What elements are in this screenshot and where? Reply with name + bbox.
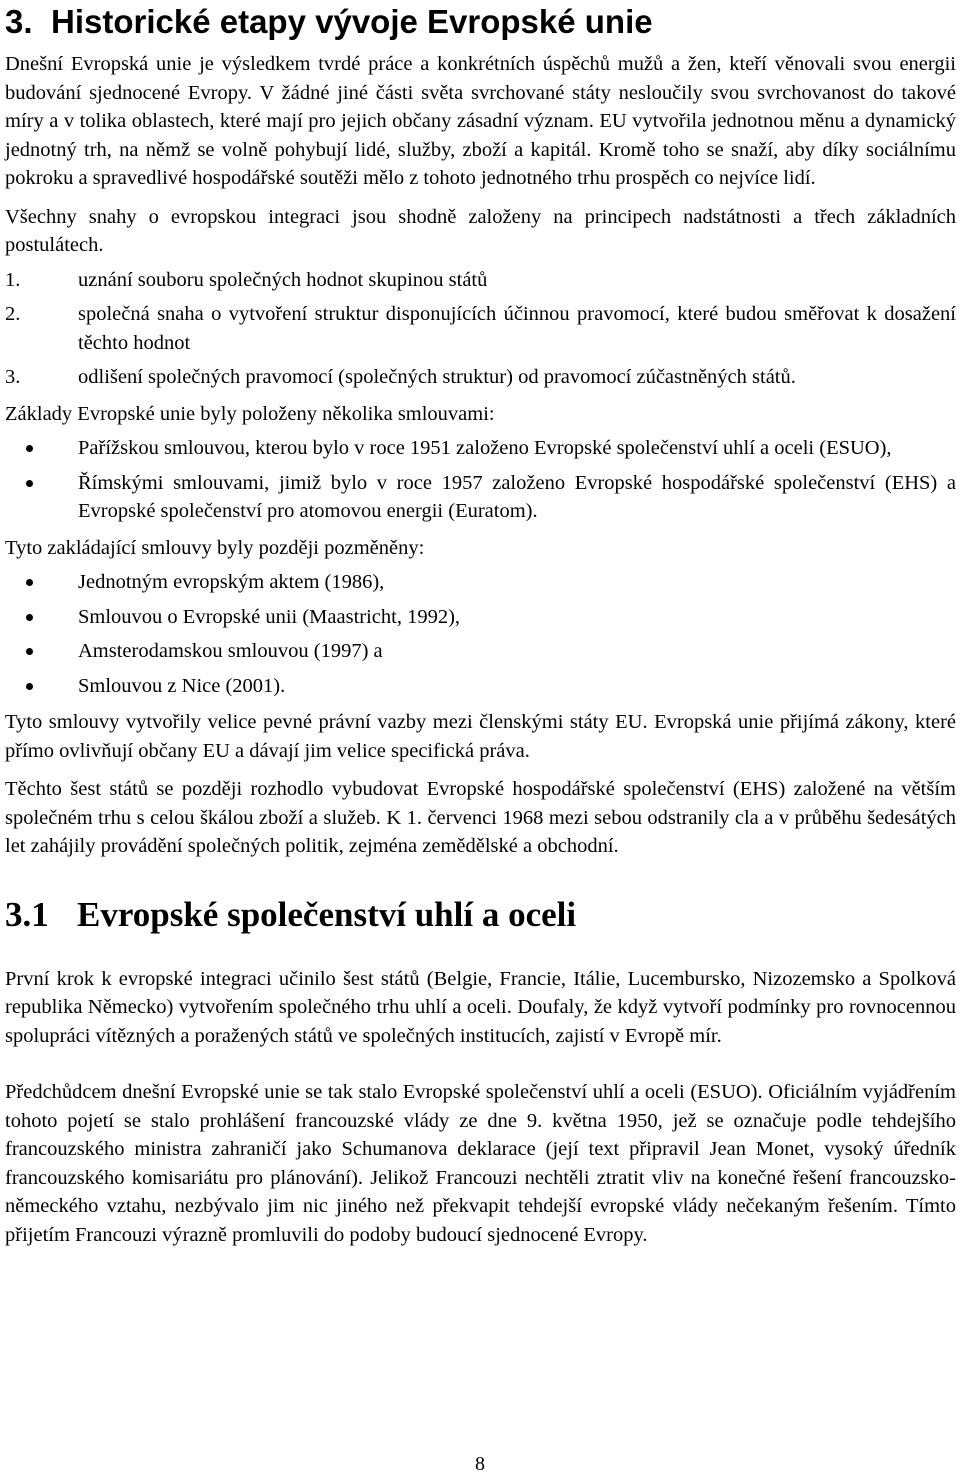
- list-item: [5, 266, 956, 295]
- bullet-icon: [26, 648, 33, 655]
- section-heading: [5, 893, 956, 937]
- list-marker: 1.: [5, 268, 21, 291]
- esuo-first-step-paragraph: První krok k evropské integraci učinilo šest států (Belgie, Francie, Itálie, Lucembursko, Nizozemsko a Spolková republika Německo) vytvořením společného trhu uhlí a oceli. Doufaly, že když vytvoří podmínky pro rovnocennou spolupráci vítězných a poražených států ve společných institucích, zajistí v Evropě mír.: [5, 967, 956, 1047]
- treaties-list: [5, 434, 956, 526]
- schuman-declaration-paragraph: Předchůdcem dnešní Evropské unie se tak stalo Evropské společenství uhlí a oceli (ESUO). Oficiálním vyjádřením tohoto pojetí se stalo prohlášení francouzské vlády ze dne 9. května 1950, jež se označuje podle tehdejšího francouzského ministra zahraničí jako Schumanova deklarace (její text připravil Jean Monet, vysoký úředník francouzského komisariátu pro plánování). Jelikož Francouzi nechtěli ztratit vliv na konečné řešení francouzsko-německého vztahu, nezbývalo jim nic jiného než překvapit tehdejší evropské vlády nečekaným řešením. Tímto přijetím Francouzi výrazně promluvili do podoby budoucí sjednocené Evropy.: [5, 1081, 956, 1246]
- treaties-effect-paragraph: Tyto smlouvy vytvořily velice pevné právní vazby mezi členskými státy EU. Evropská unie přijímá zákony, které přímo ovlivňují občany EU a dávají jim velice specifická práva.: [5, 711, 956, 762]
- section-number: 3.1: [5, 894, 49, 934]
- chapter-number: 3.: [5, 3, 33, 40]
- list-item: [5, 637, 956, 666]
- chapter-heading: [5, 0, 956, 42]
- list-item: [5, 672, 956, 701]
- list-item-text: Smlouvou o Evropské unii (Maastricht, 1992),: [78, 605, 461, 628]
- list-marker: 3.: [5, 366, 21, 388]
- ehs-paragraph: Těchto šest států se později rozhodlo vybudovat Evropské hospodářské společenství (EHS) založené na větším společném trhu s celou škálou zboží a služeb. K 1. červenci 1968 mezi sebou odstranily cla a v průběhu šedesátých let zahájily provádění společných politik, zejména zemědělské a obchodní.: [5, 778, 956, 857]
- principles-list: [5, 266, 956, 392]
- amendments-list: [5, 568, 956, 700]
- list-item: [5, 300, 956, 357]
- bullet-icon: [26, 579, 33, 586]
- chapter-title: Historické etapy vývoje Evropské unie: [51, 3, 653, 40]
- list-item: [5, 469, 956, 526]
- bullet-icon: [26, 614, 33, 621]
- document-page: [5, 0, 956, 1249]
- bullet-icon: [26, 445, 33, 452]
- list-item: [5, 568, 956, 597]
- treaties-intro-paragraph: Základy Evropské unie byly položeny několika smlouvami:: [5, 402, 495, 425]
- list-item-text: Římskými smlouvami, jimiž bylo v roce 1957 založeno Evropské hospodářské společenství (EHS) a Evropské společenství pro atomovou energii (Euratom).: [78, 471, 956, 522]
- bullet-icon: [26, 480, 33, 487]
- list-item: [5, 363, 956, 392]
- list-item-text: uznání souboru společných hodnot skupinou států: [78, 268, 488, 291]
- list-item-text: Jednotným evropským aktem (1986),: [78, 571, 385, 593]
- list-marker: 2.: [5, 303, 21, 325]
- list-item-text: Pařížskou smlouvou, kterou bylo v roce 1951 založeno Evropské společenství uhlí a oceli (ESUO),: [78, 437, 892, 459]
- intro-paragraph: Dnešní Evropská unie je výsledkem tvrdé práce a konkrétních úspěchů mužů a žen, kteří věnovali svou energii budování sjednocené Evropy. V žádné jiné části světa svrchované státy nesloučily svou svrchovanost do takové míry a v tolika oblastech, které mají pro jejich občany zásadní význam. EU vytvořila jednotnou měnu a dynamický jednotný trh, na němž se volně pohybují lidé, služby, zboží a kapitál. Kromě toho se snaží, aby díky sociálnímu pokroku a spravedlivé hospodářské soutěži mělo z tohoto jednotného trhu prospěch co nejvíce lidí.: [5, 53, 956, 189]
- list-item-text: společná snaha o vytvoření struktur disponujících účinnou pravomocí, které budou směřovat k dosažení těchto hodnot: [78, 303, 956, 354]
- list-item: [5, 603, 956, 632]
- list-item: [5, 434, 956, 463]
- list-item-text: Smlouvou z Nice (2001).: [78, 674, 286, 697]
- principles-intro-paragraph: Všechny snahy o evropskou integraci jsou shodně založeny na principech nadstátnosti a třech základních postulátech.: [5, 205, 956, 256]
- section-title: Evropské společenství uhlí a oceli: [77, 894, 577, 934]
- amendments-intro-paragraph: Tyto zakládající smlouvy byly později pozměněny:: [5, 536, 425, 559]
- list-item-text: odlišení společných pravomocí (společných struktur) od pravomocí zúčastněných států.: [78, 366, 796, 388]
- page-number: 8: [475, 1453, 485, 1475]
- bullet-icon: [26, 683, 33, 690]
- list-item-text: Amsterodamskou smlouvou (1997) a: [78, 640, 383, 662]
